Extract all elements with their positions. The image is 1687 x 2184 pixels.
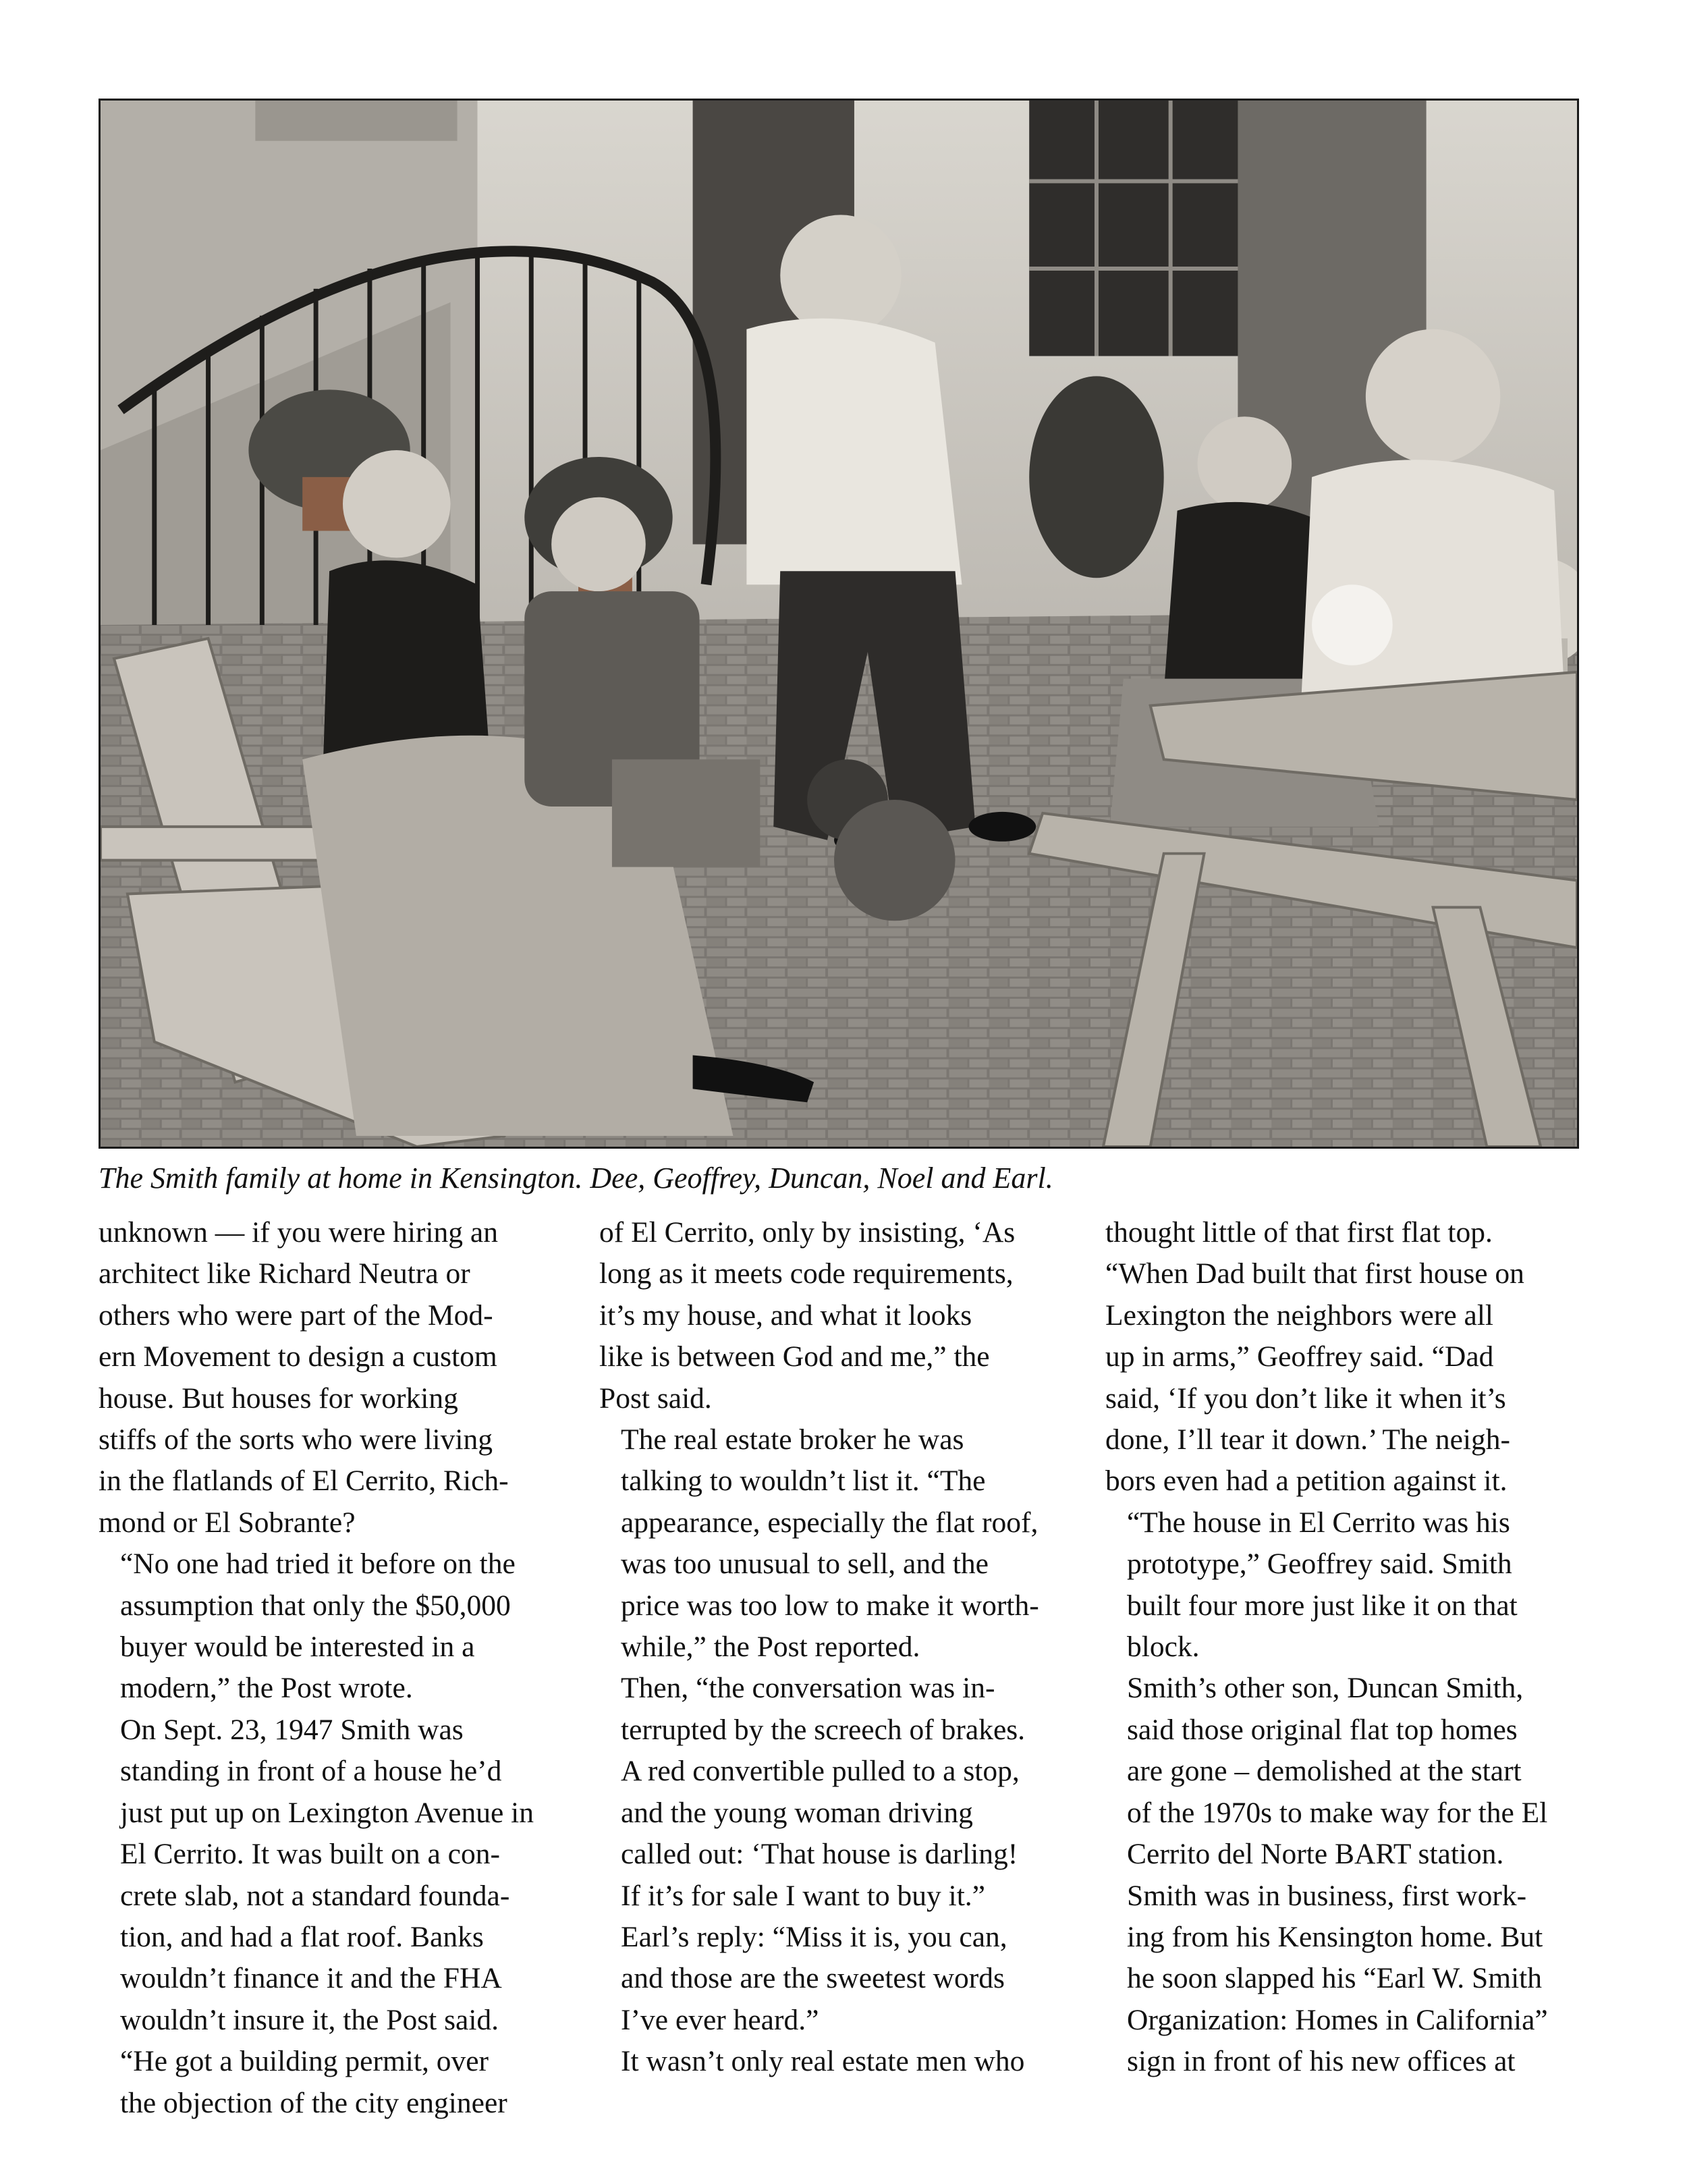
text-line: built four more just like it on that bbox=[1127, 1589, 1518, 1622]
text-line: it’s my house, and what it looks bbox=[599, 1299, 972, 1332]
article-paragraph bbox=[599, 1419, 1072, 1668]
article-paragraph bbox=[1105, 1668, 1578, 1875]
text-line: appearance, especially the flat roof, bbox=[621, 1506, 1039, 1539]
photo-caption: The Smith family at home in Kensington. Dee, Geoffrey, Duncan, Noel and Earl. bbox=[99, 1162, 1053, 1195]
text-line: price was too low to make it worth- bbox=[621, 1589, 1039, 1622]
text-line: called out: ‘That house is darling! bbox=[621, 1838, 1018, 1871]
article-paragraph bbox=[99, 1710, 571, 2041]
text-line: Smith was in business, first work- bbox=[1127, 1879, 1527, 1912]
text-line: “He got a building permit, over bbox=[120, 2045, 489, 2078]
text-line: tion, and had a flat roof. Banks bbox=[120, 1920, 484, 1953]
text-line: long as it meets code requirements, bbox=[599, 1257, 1014, 1290]
text-line: “When Dad built that first house on bbox=[1105, 1257, 1524, 1290]
article-column-1 bbox=[99, 1212, 571, 2124]
text-line: “No one had tried it before on the bbox=[120, 1548, 516, 1581]
text-line: The real estate broker he was bbox=[621, 1423, 964, 1456]
text-line: block. bbox=[1127, 1631, 1200, 1664]
text-line: sign in front of his new offices at bbox=[1127, 2045, 1516, 2078]
article-paragraph bbox=[99, 1212, 571, 1544]
text-line: I’ve ever heard.” bbox=[621, 2003, 819, 2036]
text-line: said those original flat top homes bbox=[1127, 1713, 1518, 1746]
text-line: in the flatlands of El Cerrito, Rich- bbox=[99, 1465, 509, 1498]
text-line: Then, “the conversation was in- bbox=[621, 1672, 995, 1705]
text-line: assumption that only the $50,000 bbox=[120, 1589, 511, 1622]
article-paragraph bbox=[599, 1668, 1072, 2041]
text-line: like is between God and me,” the bbox=[599, 1340, 990, 1373]
article-paragraph bbox=[599, 2041, 1072, 2082]
text-line: “The house in El Cerrito was his bbox=[1127, 1506, 1510, 1539]
text-line: thought little of that first flat top. bbox=[1105, 1216, 1493, 1249]
smith-family-photo bbox=[99, 99, 1579, 1149]
photo-illustration bbox=[101, 101, 1577, 1147]
article-paragraph bbox=[1105, 1212, 1578, 1502]
text-line: wouldn’t finance it and the FHA bbox=[120, 1962, 502, 1995]
text-line: of El Cerrito, only by insisting, ‘As bbox=[599, 1216, 1016, 1249]
text-line: and the young woman driving bbox=[621, 1796, 973, 1829]
text-line: ing from his Kensington home. But bbox=[1127, 1920, 1543, 1953]
text-line: crete slab, not a standard founda- bbox=[120, 1879, 510, 1912]
text-line: he soon slapped his “Earl W. Smith bbox=[1127, 1962, 1542, 1995]
text-line: Earl’s reply: “Miss it is, you can, bbox=[621, 1920, 1007, 1953]
text-line: If it’s for sale I want to buy it.” bbox=[621, 1879, 985, 1912]
text-line: terrupted by the screech of brakes. bbox=[621, 1713, 1026, 1746]
text-line: Cerrito del Norte BART station. bbox=[1127, 1838, 1504, 1871]
text-line: prototype,” Geoffrey said. Smith bbox=[1127, 1548, 1512, 1581]
text-line: El Cerrito. It was built on a con- bbox=[120, 1838, 500, 1871]
text-line: It wasn’t only real estate men who bbox=[621, 2045, 1025, 2078]
text-line: A red convertible pulled to a stop, bbox=[621, 1755, 1020, 1788]
article-paragraph bbox=[99, 1544, 571, 1710]
text-line: mond or El Sobrante? bbox=[99, 1506, 356, 1539]
text-line: wouldn’t insure it, the Post said. bbox=[120, 2003, 499, 2036]
text-line: modern,” the Post wrote. bbox=[120, 1672, 413, 1705]
article-paragraph bbox=[1105, 1502, 1578, 1668]
text-line: and those are the sweetest words bbox=[621, 1962, 1005, 1995]
text-line: talking to wouldn’t list it. “The bbox=[621, 1465, 986, 1498]
text-line: standing in front of a house he’d bbox=[120, 1755, 502, 1788]
window bbox=[1029, 101, 1244, 356]
text-line: Lexington the neighbors were all bbox=[1105, 1299, 1493, 1332]
text-line: others who were part of the Mod- bbox=[99, 1299, 493, 1332]
text-line: the objection of the city engineer bbox=[120, 2086, 507, 2119]
text-line: are gone – demolished at the start bbox=[1127, 1755, 1522, 1788]
text-line: ern Movement to design a custom bbox=[99, 1340, 497, 1373]
text-line: stiffs of the sorts who were living bbox=[99, 1423, 493, 1456]
text-line: bors even had a petition against it. bbox=[1105, 1465, 1508, 1498]
text-line: Smith’s other son, Duncan Smith, bbox=[1127, 1672, 1524, 1705]
article-column-3 bbox=[1105, 1212, 1578, 2083]
text-line: Organization: Homes in California” bbox=[1127, 2003, 1548, 2036]
text-line: just put up on Lexington Avenue in bbox=[120, 1796, 534, 1829]
text-line: unknown — if you were hiring an bbox=[99, 1216, 498, 1249]
article-paragraph bbox=[599, 1212, 1072, 1419]
text-line: buyer would be interested in a bbox=[120, 1631, 475, 1664]
article-paragraph bbox=[1105, 1876, 1578, 2083]
text-line: done, I’ll tear it down.’ The neigh- bbox=[1105, 1423, 1510, 1456]
text-line: house. But houses for working bbox=[99, 1382, 458, 1415]
text-line: Post said. bbox=[599, 1382, 712, 1415]
text-line: said, ‘If you don’t like it when it’s bbox=[1105, 1382, 1506, 1415]
text-line: up in arms,” Geoffrey said. “Dad bbox=[1105, 1340, 1494, 1373]
article-paragraph bbox=[99, 2041, 571, 2124]
text-line: of the 1970s to make way for the El bbox=[1127, 1796, 1548, 1829]
text-line: architect like Richard Neutra or bbox=[99, 1257, 470, 1290]
text-line: was too unusual to sell, and the bbox=[621, 1548, 989, 1581]
text-line: On Sept. 23, 1947 Smith was bbox=[120, 1713, 464, 1746]
text-line: while,” the Post reported. bbox=[621, 1631, 920, 1664]
article-column-2 bbox=[599, 1212, 1072, 2083]
